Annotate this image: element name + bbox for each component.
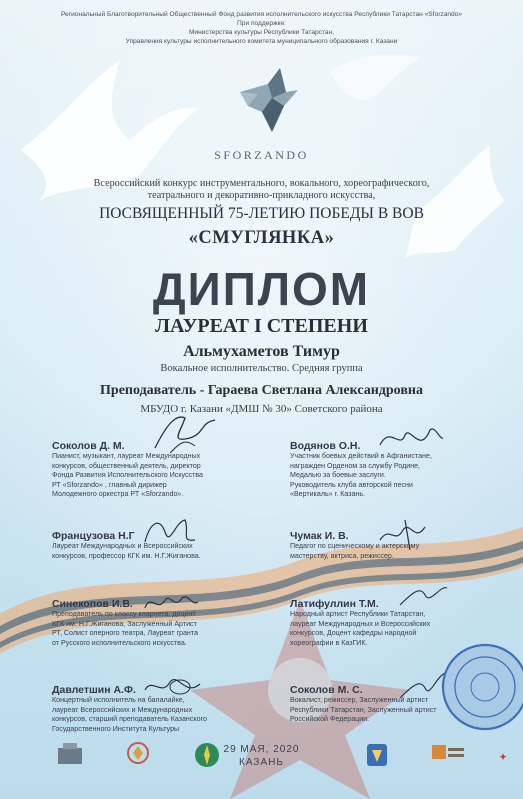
header-line: Региональный Благотворительный Общественный Фонд развития исполнительского искусства Республики Татарстан «Sforzando»: [60, 11, 463, 18]
jury-desc-line: Российской Федерации.: [290, 715, 370, 723]
jury-name: Латифуллин Т.М.: [290, 598, 379, 610]
participant-category: Вокальное исполнительство. Средняя группа: [160, 363, 363, 374]
award-city: КАЗАНЬ: [239, 757, 284, 768]
jury-name: Давлетшин А.Ф.: [52, 684, 136, 696]
jury-desc-line: РТ «Sforzando» , главный дирижер: [52, 480, 167, 489]
jury-desc-line: конкурсов, профессор КГК им. Н.Г.Жиганова.: [52, 551, 201, 560]
jury-desc-line: Фонда Развития Исполнительского Искусства: [52, 471, 203, 479]
jury-desc-line: конкурсов, общественный деятель, директор: [52, 461, 201, 470]
jury-desc-line: КГК им. Н.Г.Жиганова, Заслуженный Артист: [52, 619, 197, 628]
jury-desc-line: РТ, Солист оперного театра, Лауреат гранта: [52, 629, 198, 637]
header-line: Управления культуры исполнительного комитета муниципального образования г. Казани: [125, 38, 398, 45]
signature-davletshin: [140, 672, 205, 702]
brand-name: SFORZANDO: [214, 148, 309, 162]
jury-desc-line: от Русского исполнительского искусства.: [52, 638, 187, 647]
jury-desc-line: Руководитель клуба авторской песни: [290, 480, 413, 489]
signature-vodyanov: [375, 420, 445, 465]
school-name: МБУДО г. Казани «ДМШ № 30» Советского района: [140, 403, 383, 415]
jury-desc-line: конкурсов, Доцент кафедры народной: [290, 629, 417, 637]
competition-name: «СМУГЛЯНКА»: [188, 228, 335, 248]
jury-name: Соколов М. С.: [290, 684, 363, 696]
jury-desc-line: Преподаватель по классу кларнета, доцент: [52, 610, 196, 618]
jury-desc-line: Медалью за боевые заслуги.: [290, 471, 386, 479]
organizers-header: [30, 10, 493, 46]
signature-latifullin: [395, 580, 450, 610]
jury-desc-line: лауреат Международных и Всероссийских: [290, 619, 431, 628]
jury-desc-line: Молодежного оркестра РТ «Sforzando».: [52, 490, 184, 498]
official-stamp-seal: [440, 640, 523, 735]
jury-desc-line: награжден Орденом за службу Родине,: [290, 461, 421, 470]
jury-desc-line: Концертный исполнитель на балалайке,: [52, 696, 185, 704]
award-title: ЛАУРЕАТ I СТЕПЕНИ: [155, 315, 368, 337]
jury-desc-line: мастерству, актриса, режиссер.: [290, 551, 394, 560]
jury-desc-line: Пианист, музыкант, лауреат Международных: [52, 452, 201, 460]
svg-text:✦: ✦: [499, 752, 507, 762]
jury-name: Французова Н.Г: [52, 530, 135, 542]
jury-desc-line: Участник боевых действий в Афганистане,: [290, 452, 432, 460]
participant-name: Альмухаметов Тимур: [183, 343, 340, 360]
sforzando-dove-logo: [228, 62, 308, 142]
signature-sokolov-dm: [150, 408, 220, 458]
jury-name: Чумак И. В.: [290, 530, 349, 542]
jury-desc-line: «Вертикаль» г. Казань.: [290, 490, 366, 498]
jury-name: Водянов О.Н.: [290, 440, 361, 452]
signature-frantsuzova: [140, 512, 200, 552]
jury-desc-line: хореографии в КазГИК.: [290, 638, 368, 647]
jury-desc-line: Лауреат Международных и Всероссийских: [52, 542, 193, 550]
jury-desc-line: лауреат Всероссийских и Международных: [52, 705, 193, 714]
dedication-line: ПОСВЯЩЕННЫЙ 75-ЛЕТИЮ ПОБЕДЫ В ВОВ: [99, 205, 424, 222]
competition-intro: [40, 178, 483, 201]
award-date: 29 МАЯ, 2020: [223, 744, 300, 755]
teacher-name: Преподаватель - Гараева Светлана Александровна: [100, 383, 423, 398]
header-line: Министерства культуры Республики Татарстан,: [188, 29, 335, 36]
jury-name: Соколов Д. М.: [52, 440, 125, 452]
signature-chumak: [375, 515, 435, 555]
jury-desc-line: Республики Татарстан, Заслуженный артист: [290, 705, 437, 714]
intro-line: театрального и декоративно-прикладного искусства,: [147, 189, 376, 201]
diploma-title: ДИПЛОМ: [152, 263, 371, 315]
header-line: При поддержке:: [237, 20, 286, 27]
jury-desc-line: Народный артист Республики Татарстан,: [290, 610, 426, 618]
intro-line: Всероссийский конкурс инструментального, вокального, хореографического,: [93, 178, 430, 189]
jury-desc-line: Педагог по сценическому и актерскому: [290, 542, 420, 550]
jury-desc-line: Государственного Института Культуры: [52, 724, 180, 733]
jury-name: Синекопов И.В.: [52, 598, 133, 610]
date-place: [0, 743, 523, 769]
signature-sinekopov: [140, 588, 200, 618]
jury-desc-line: Вокалист, режиссер, Заслуженный артист: [290, 696, 429, 704]
jury-desc-line: конкурсов, старший преподаватель Казанского: [52, 715, 207, 723]
